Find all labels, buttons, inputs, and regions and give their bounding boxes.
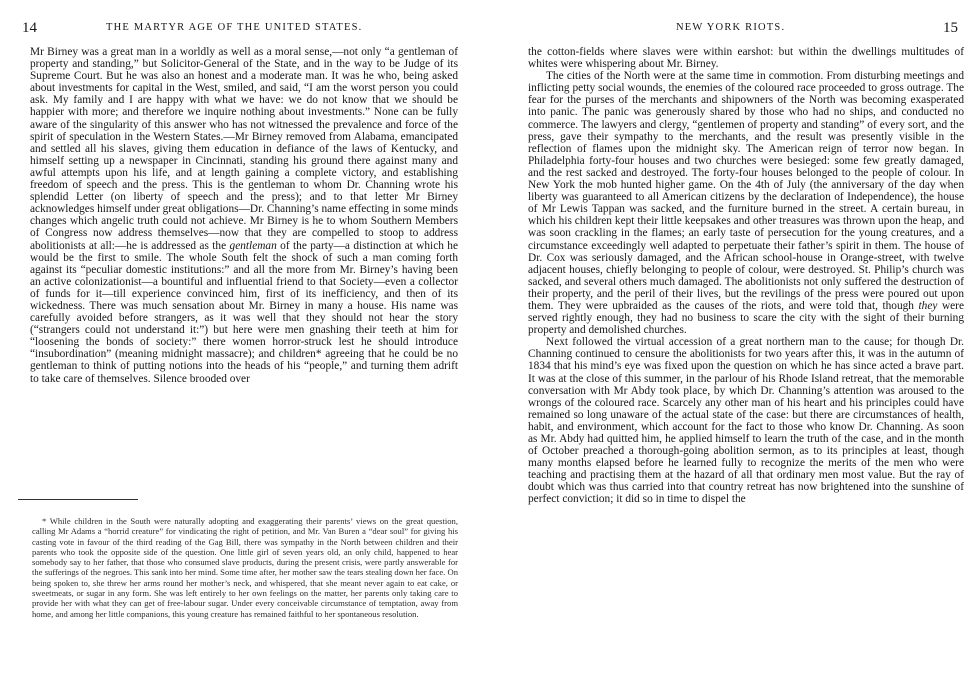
text-run: Next followed the virtual accession of a great northern man to the cause; for though Dr. Channing continued to censure the abolitionists for two years after this, it was in the autumn of 1834 that his mind’s eye was fixed upon the question on which he has since acted a brave part. It was at the close of this summer, in the parlour of his Rhode Island retreat, that the memorable conversation with Mr Abdy took place, by which Dr. Channing’s attention was aroused to the wrongs of the coloured race. Scarcely any other man of his heart and his principles could have remained so long unaware of the actual state of the case: but there are circumstances of health, habit, and environment, which account for the fact to those who know Dr. Channing. As soon as Mr. Abdy had quitted him, he applied himself to learn the truth of the case, and in the month of October preached a thorough-going abolition sermon, as to its principles at least, though many months elapsed before he learned fully to recognize the merits of the men who were teaching and practising them at the hazard of all that ordinary men most value. But the ray of doubt which was thus carried into that country retreat has now brightened into the sunshine of perfect conviction; it did so in time to dispel the <box>528 336 964 506</box>
footnote: * While children in the South were naturally adopting and exaggerating their parents’ views on the great question, calling Mr Adams a “horrid creature” for vindicating the right of petition, and Mr. Van Buren a “dear soul” for giving his casting vote in favour of the third reading of the Gag Bill, there was sympathy in the North between children and their parents who took the opposite side of the question. One little girl of seven years old, an only child, happened to hear somebody say to her father, that those who consumed slave products, during the present crisis, were partly answerable for the sufferings of the negroes. This sank into her mind. Some time after, her mother saw the tears stealing down her face. On being spoken to, she threw her arms round her mother’s neck, and whispered, that she meant never again to eat cake, or sweetmeats, or sugar in any form. She was left entirely to her own feelings on the matter, her parents only taking care to provide her with what they can get of free-labour sugar. Under every conceivable circumstance of temptation, away from home, and among her little companions, this young creature has remained faithful to her spontaneous resolution. <box>32 516 458 619</box>
paragraph <box>528 336 964 505</box>
footnote-rule <box>18 499 138 500</box>
left-running-title: THE MARTYR AGE OF THE UNITED STATES. <box>106 22 363 33</box>
right-page-body <box>528 46 964 506</box>
text-run: Mr Birney was a great man in a worldly as well as a moral sense,—not only “a gentleman of property and standing,” but Solicitor-General of the State, and in the way to be Judge of its Supreme Court. But he was also an honest and a moderate man. It was he who, being asked about investments for capital in the West, smiled, and said, “I am the worst person you could ask. My family and I are happy with what we have: we do not know that we should be happier with more; and therefore we inquire nothing about investments.” None can be fully aware of the singularity of this answer who has not witnessed the prevalence and force of the spirit of speculation in the Western States.—Mr Birney removed from Alabama, emancipated and settled all his slaves, giving them education in defiance of the laws of Kentucky, and himself setting up a newspaper in Cincinnati, standing his ground there against many and awful attempts upon his life, and at length gaining a complete victory, and establishing freedom of speech and the press. This is the gentleman to whom Dr. Channing wrote his splendid Letter (on liberty of speech and the press); and to that letter Mr Birney acknowledges himself under great obligations—Dr. Channing’s name effecting in some minds changes which angelic truth could not achieve. Mr Birney is he to whom Southern Members of Congress now address themselves—now that they are compelled to stoop to address abolitionists at all:—he is addressed as the <box>30 46 458 252</box>
right-page-header <box>528 0 964 44</box>
text-run: The cities of the North were at the same time in commotion. From disturbing meetings and inflicting petty social wounds, the enemies of the coloured race proceeded to gross outrage. The fear for the purses of the merchants and shipowners of the North was becoming exasperated into panic. The panic was generously shared by those who had no ships, and conducted no commerce. The lawyers and clergy, “gentlemen of property and standing” of every sort, and the press, gave their sympathy to the merchants, and the result was presently visible in the reflection of flames upon the midnight sky. The American reign of terror now began. In Philadelphia forty-four houses and two churches were besieged: some few greatly damaged, and the rest sacked and destroyed. The forty-four houses belonged to the people of colour. In New York the mob hunted higher game. On the 4th of July (the anniversary of the day when liberty was guaranteed to all American citizens by the declaration of Independence), the house of Mr Lewis Tappan was sacked, and the furniture burned in the street. A certain bureau, in which his children kept their little keepsakes and other treasures was thrown upon the heap, and was soon crackling in the flames; an early taste of persecution for the young creatures, and a circumstance exceedingly well adapted to perpetuate their father’s spirit in them. The house of Dr. Cox was seriously damaged, and the African school-house in Orange-street, with twelve adjacent houses, chiefly belonging to people of colour, were destroyed. St. Philip’s church was sacked, and several others much damaged. The abolitionists not only suffered the destruction of their property, and the peril of their lives, but the revilings of the press were poured out upon them. They were upbraided as the causes of the riots, and were told that, though <box>528 70 964 312</box>
italic-text: they <box>918 299 938 312</box>
right-page-number: 15 <box>943 20 958 36</box>
right-page <box>528 0 964 691</box>
paragraph <box>528 46 964 70</box>
left-page-body <box>30 46 458 385</box>
text-run: the cotton-fields where slaves were within earshot: but within the dwellings multitudes of whites were whispering about Mr. Birney. <box>528 46 964 71</box>
left-page-header <box>18 0 458 44</box>
right-running-title: NEW YORK RIOTS. <box>676 22 786 33</box>
text-run: of the party—a distinction at which he would be the first to smile. The whole South felt the shock of such a man coming forth against its “peculiar domestic institutions:” and all the more from Mr. Birney’s having been an active colonizationist—a bountiful and influential friend to that Society—even a collector of funds for it—till experience convinced him, first of its inefficiency, and then of its wickedness. There was much sensation about Mr. Birney in many a house. His name was carefully avoided before strangers, as it was well that they should not hear the story (“strangers could not understand it:”) but here were men gnashing their teeth at him for “loosening the bonds of society:” there women horror-struck lest he should introduce “insubordination” (meaning midnight massacre); and children* agreeing that he could be no gentleman to think of putting notions into the heads of his “people,” and turning them adrift to take care of themselves. Silence brooded over <box>30 239 458 385</box>
paragraph <box>30 46 458 385</box>
paragraph <box>528 70 964 336</box>
italic-text: gentleman <box>229 239 277 252</box>
left-page-number: 14 <box>22 20 37 36</box>
left-page <box>18 0 458 691</box>
text-run: were served rightly enough, they had no business to scare the city with the sight of their burning property and demolished churches. <box>528 299 964 337</box>
